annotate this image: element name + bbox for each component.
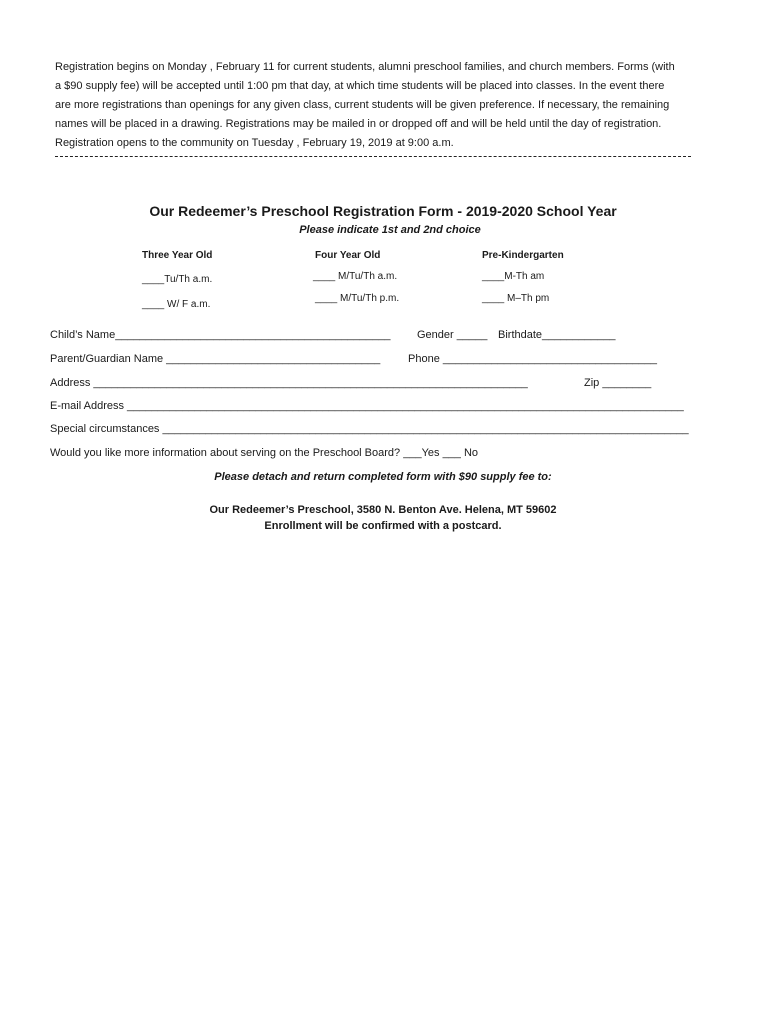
column-heading-four-year-old: Four Year Old — [315, 250, 381, 261]
special-circumstances-field: Special circumstances ______________________________________________________________________________________ — [50, 423, 689, 435]
zip-field: Zip ________ — [584, 377, 652, 389]
parent-name-field: Parent/Guardian Name ___________________________________ — [50, 353, 381, 365]
intro-paragraph — [55, 58, 720, 153]
form-subtitle: Please indicate 1st and 2nd choice — [299, 224, 481, 236]
intro-line: a $90 supply fee) will be accepted until 1:00 pm that day, at which time students will be placed into classes. In the event there — [55, 80, 665, 92]
option-three-year-w-f-am: ____ W/ F a.m. — [142, 299, 211, 310]
option-prek-m-th-am: ____M-Th am — [482, 271, 545, 282]
birthdate-field: Birthdate____________ — [498, 329, 616, 341]
detach-line-divider — [55, 156, 691, 157]
child-name-field: Child’s Name_____________________________________________ — [50, 329, 391, 341]
column-heading-three-year-old: Three Year Old — [142, 250, 213, 261]
gender-field: Gender _____ — [417, 329, 488, 341]
preschool-board-question: Would you like more information about serving on the Preschool Board? ___Yes ___ No — [50, 447, 479, 459]
intro-line: Registration opens to the community on Tuesday , February 19, 2019 at 9:00 a.m. — [55, 137, 454, 149]
option-four-year-m-tu-th-pm: ____ M/Tu/Th p.m. — [315, 293, 400, 304]
email-field: E-mail Address ___________________________________________________________________________________________ — [50, 400, 684, 412]
detach-instruction: Please detach and return completed form with $90 supply fee to: — [214, 471, 552, 483]
phone-field: Phone ___________________________________ — [408, 353, 657, 365]
address-field: Address _______________________________________________________________________ — [50, 377, 528, 389]
intro-line: are more registrations than openings for any given class, current students will be given preference. If necessary, the remaining — [55, 99, 670, 111]
form-title: Our Redeemer’s Preschool Registration Form - 2019-2020 School Year — [149, 203, 617, 219]
enrollment-confirmation: Enrollment will be confirmed with a postcard. — [264, 520, 502, 532]
intro-line: names will be placed in a drawing. Registrations may be mailed in or dropped off and will be held until the day of registration. — [55, 118, 662, 130]
column-heading-pre-kindergarten: Pre-Kindergarten — [482, 250, 564, 261]
mailing-address: Our Redeemer’s Preschool, 3580 N. Benton Ave. Helena, MT 59602 — [209, 504, 557, 516]
option-four-year-m-tu-th-am: ____ M/Tu/Th a.m. — [313, 271, 398, 282]
option-prek-m-th-pm: ____ M–Th pm — [482, 293, 550, 304]
option-three-year-tu-th-am: ____Tu/Th a.m. — [142, 274, 213, 285]
intro-line: Registration begins on Monday , February 11 for current students, alumni preschool families, and church members. Forms (with — [55, 61, 675, 73]
